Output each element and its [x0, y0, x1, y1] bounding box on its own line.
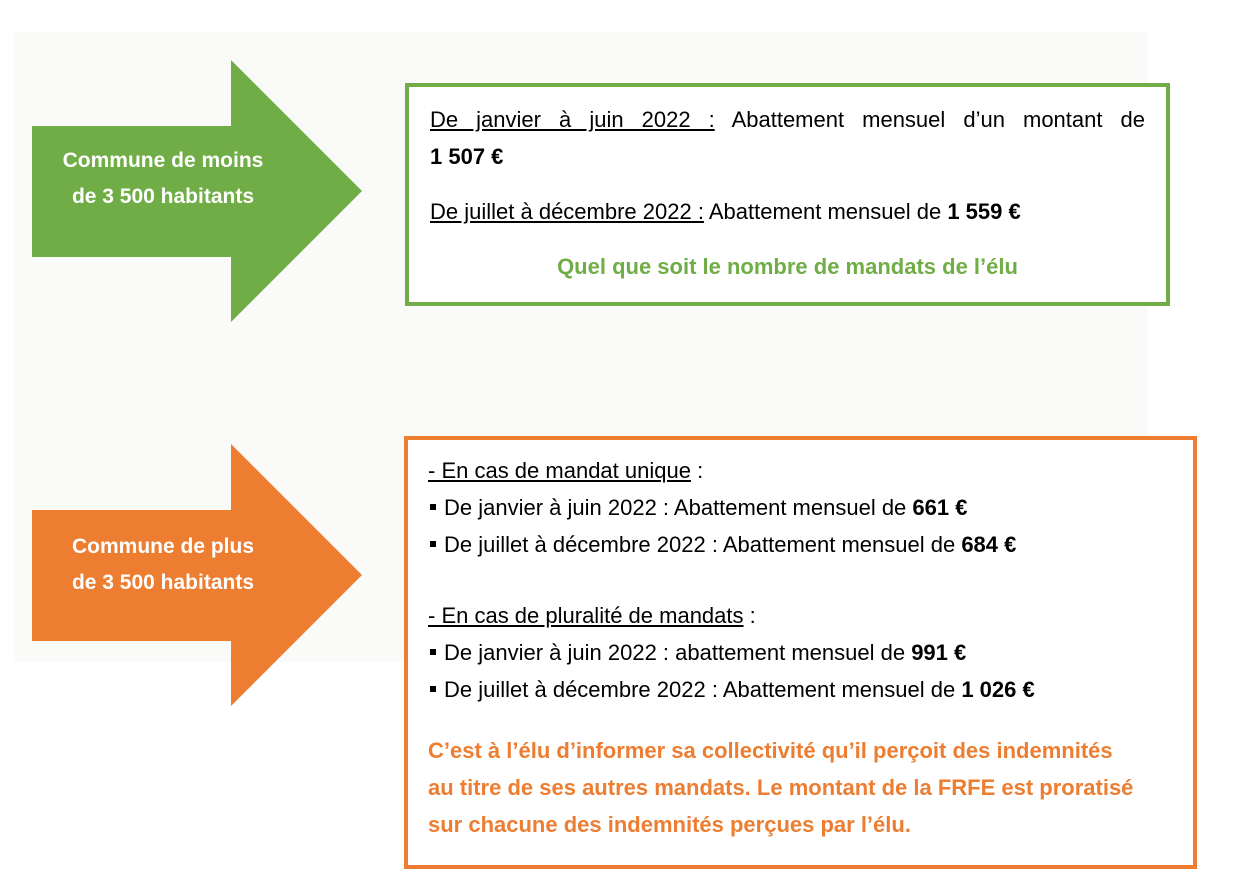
green-arrow-label — [32, 143, 294, 215]
green-period1-amount: 1 507 € — [430, 144, 504, 169]
case1-item-text: De juillet à décembre 2022 : Abattement mensuel de — [444, 532, 962, 557]
orange-note-line1: C’est à l’élu d’informer sa collectivité qu’il perçoit des indemnités — [428, 738, 1113, 763]
green-period1-label: De janvier à juin 2022 : — [430, 107, 715, 132]
case2-item-amount: 1 026 € — [961, 677, 1035, 702]
orange-note-line3: sur chacune des indemnités perçues par l’élu. — [428, 812, 911, 837]
orange-arrow-label-line2: de 3 500 habitants — [71, 571, 255, 594]
orange-note — [428, 732, 1173, 843]
case1-suffix: : — [690, 458, 704, 483]
green-period2-amount: 1 559 € — [947, 199, 1021, 224]
green-period1-text: Abattement mensuel d’un montant de — [714, 107, 1146, 132]
case2-heading — [428, 597, 1173, 634]
case2-item — [428, 634, 1173, 671]
bullet-icon — [430, 504, 436, 510]
case1-item-amount: 661 € — [912, 495, 968, 520]
green-arrow — [32, 60, 362, 322]
orange-arrow-label-line1: Commune de plus — [71, 535, 255, 558]
green-info-box — [405, 83, 1170, 306]
orange-arrow-label — [32, 529, 294, 601]
case2-suffix: : — [743, 603, 756, 628]
case2-item — [428, 671, 1173, 708]
case1-title: - En cas de mandat unique — [428, 458, 691, 483]
case1-item-text: De janvier à juin 2022 : Abattement mensuel de — [444, 495, 913, 520]
green-period2-line — [430, 193, 1145, 230]
green-period2-label: De juillet à décembre 2022 : — [430, 199, 704, 224]
case1-item — [428, 489, 1173, 526]
green-arrow-label-line2: de 3 500 habitants — [71, 185, 255, 208]
bullet-icon — [430, 686, 436, 692]
case2-item-text: De juillet à décembre 2022 : Abattement mensuel de — [444, 677, 962, 702]
orange-note-line2: au titre de ses autres mandats. Le montant de la FRFE est proratisé — [428, 775, 1134, 800]
green-period2-text: Abattement mensuel de — [703, 199, 948, 224]
orange-arrow — [32, 444, 362, 706]
bullet-icon — [430, 541, 436, 547]
green-note: Quel que soit le nombre de mandats de l’élu — [557, 254, 1018, 279]
orange-info-box — [404, 436, 1197, 869]
green-period1-line — [430, 101, 1145, 138]
case1-item-amount: 684 € — [961, 532, 1017, 557]
case2-title: - En cas de pluralité de mandats — [428, 603, 744, 628]
case2-item-amount: 991 € — [911, 640, 967, 665]
green-period1-amount-line — [430, 138, 1145, 175]
case1-heading — [428, 452, 1173, 489]
bullet-icon — [430, 649, 436, 655]
green-arrow-label-line1: Commune de moins — [62, 149, 264, 172]
case1-item — [428, 526, 1173, 563]
case2-item-text: De janvier à juin 2022 : abattement mensuel de — [444, 640, 912, 665]
